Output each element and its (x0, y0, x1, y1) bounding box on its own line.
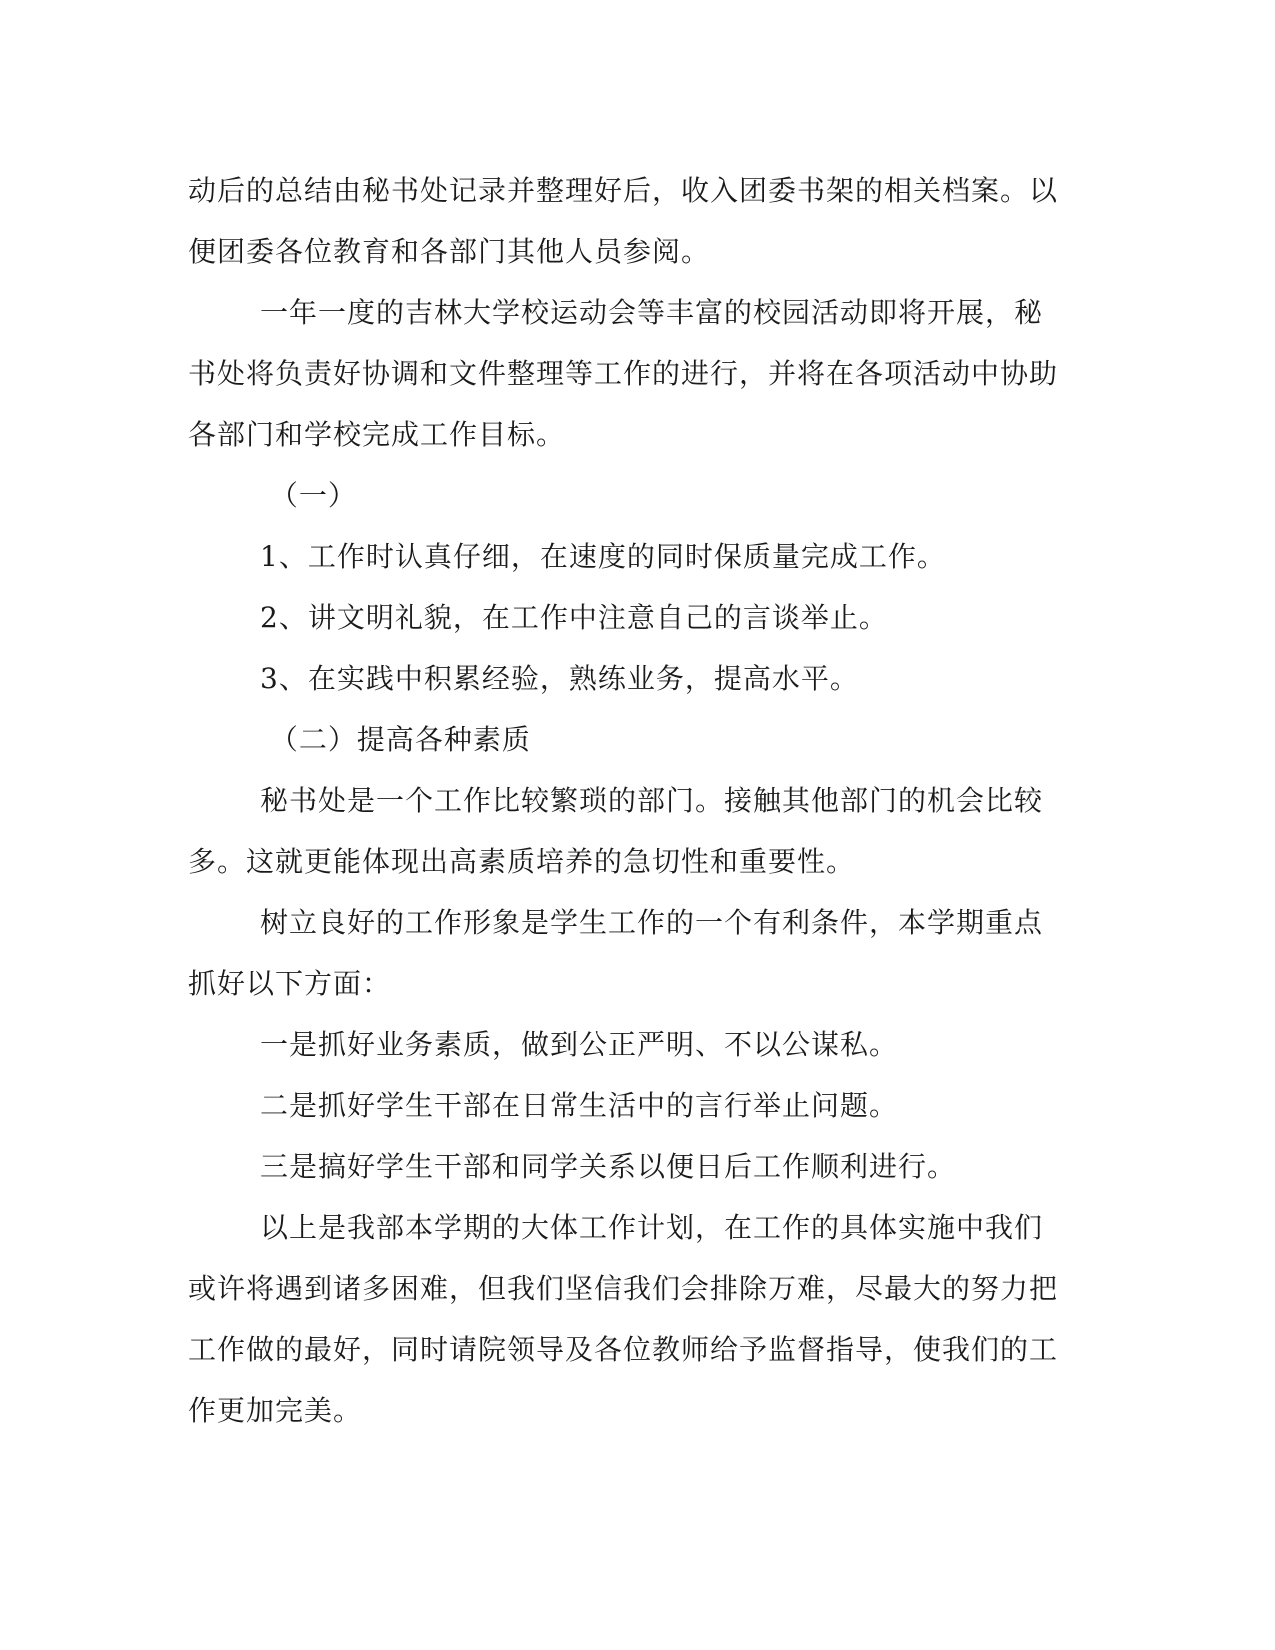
section-heading-two: （二）提高各种素质 (260, 723, 531, 756)
paragraph-work-image: 树立良好的工作形象是学生工作的一个有利条件，本学期重点抓好以下方面： (188, 906, 1044, 1000)
list-item-1: 1、工作时认真仔细，在速度的同时保质量完成工作。 (260, 540, 946, 573)
point-three: 三是搞好学生干部和同学关系以便日后工作顺利进行。 (260, 1150, 957, 1183)
list-item-3: 3、在实践中积累经验，熟练业务，提高水平。 (260, 662, 859, 695)
paragraph-campus-activities: 一年一度的吉林大学校运动会等丰富的校园活动即将开展，秘书处将负责好协调和文件整理等工作的进行，并将在各项活动中协助各部门和学校完成工作目标。 (188, 296, 1059, 451)
point-one: 一是抓好业务素质，做到公正严明、不以公谋私。 (260, 1028, 899, 1061)
document-body (188, 160, 1068, 1441)
paragraph-secretariat-department: 秘书处是一个工作比较繁琐的部门。接触其他部门的机会比较多。这就更能体现出高素质培养的急切性和重要性。 (188, 784, 1044, 878)
list-item-2: 2、讲文明礼貌，在工作中注意自己的言谈举止。 (260, 601, 888, 634)
paragraph-continued-summary: 动后的总结由秘书处记录并整理好后，收入团委书架的相关档案。以便团委各位教育和各部门其他人员参阅。 (188, 174, 1059, 268)
section-heading-one: （一） (260, 479, 357, 512)
point-two: 二是抓好学生干部在日常生活中的言行举止问题。 (260, 1089, 899, 1122)
paragraph-conclusion: 以上是我部本学期的大体工作计划，在工作的具体实施中我们或许将遇到诸多困难，但我们坚信我们会排除万难，尽最大的努力把工作做的最好，同时请院领导及各位教师给予监督指导，使我们的工作更加完美。 (188, 1211, 1059, 1427)
